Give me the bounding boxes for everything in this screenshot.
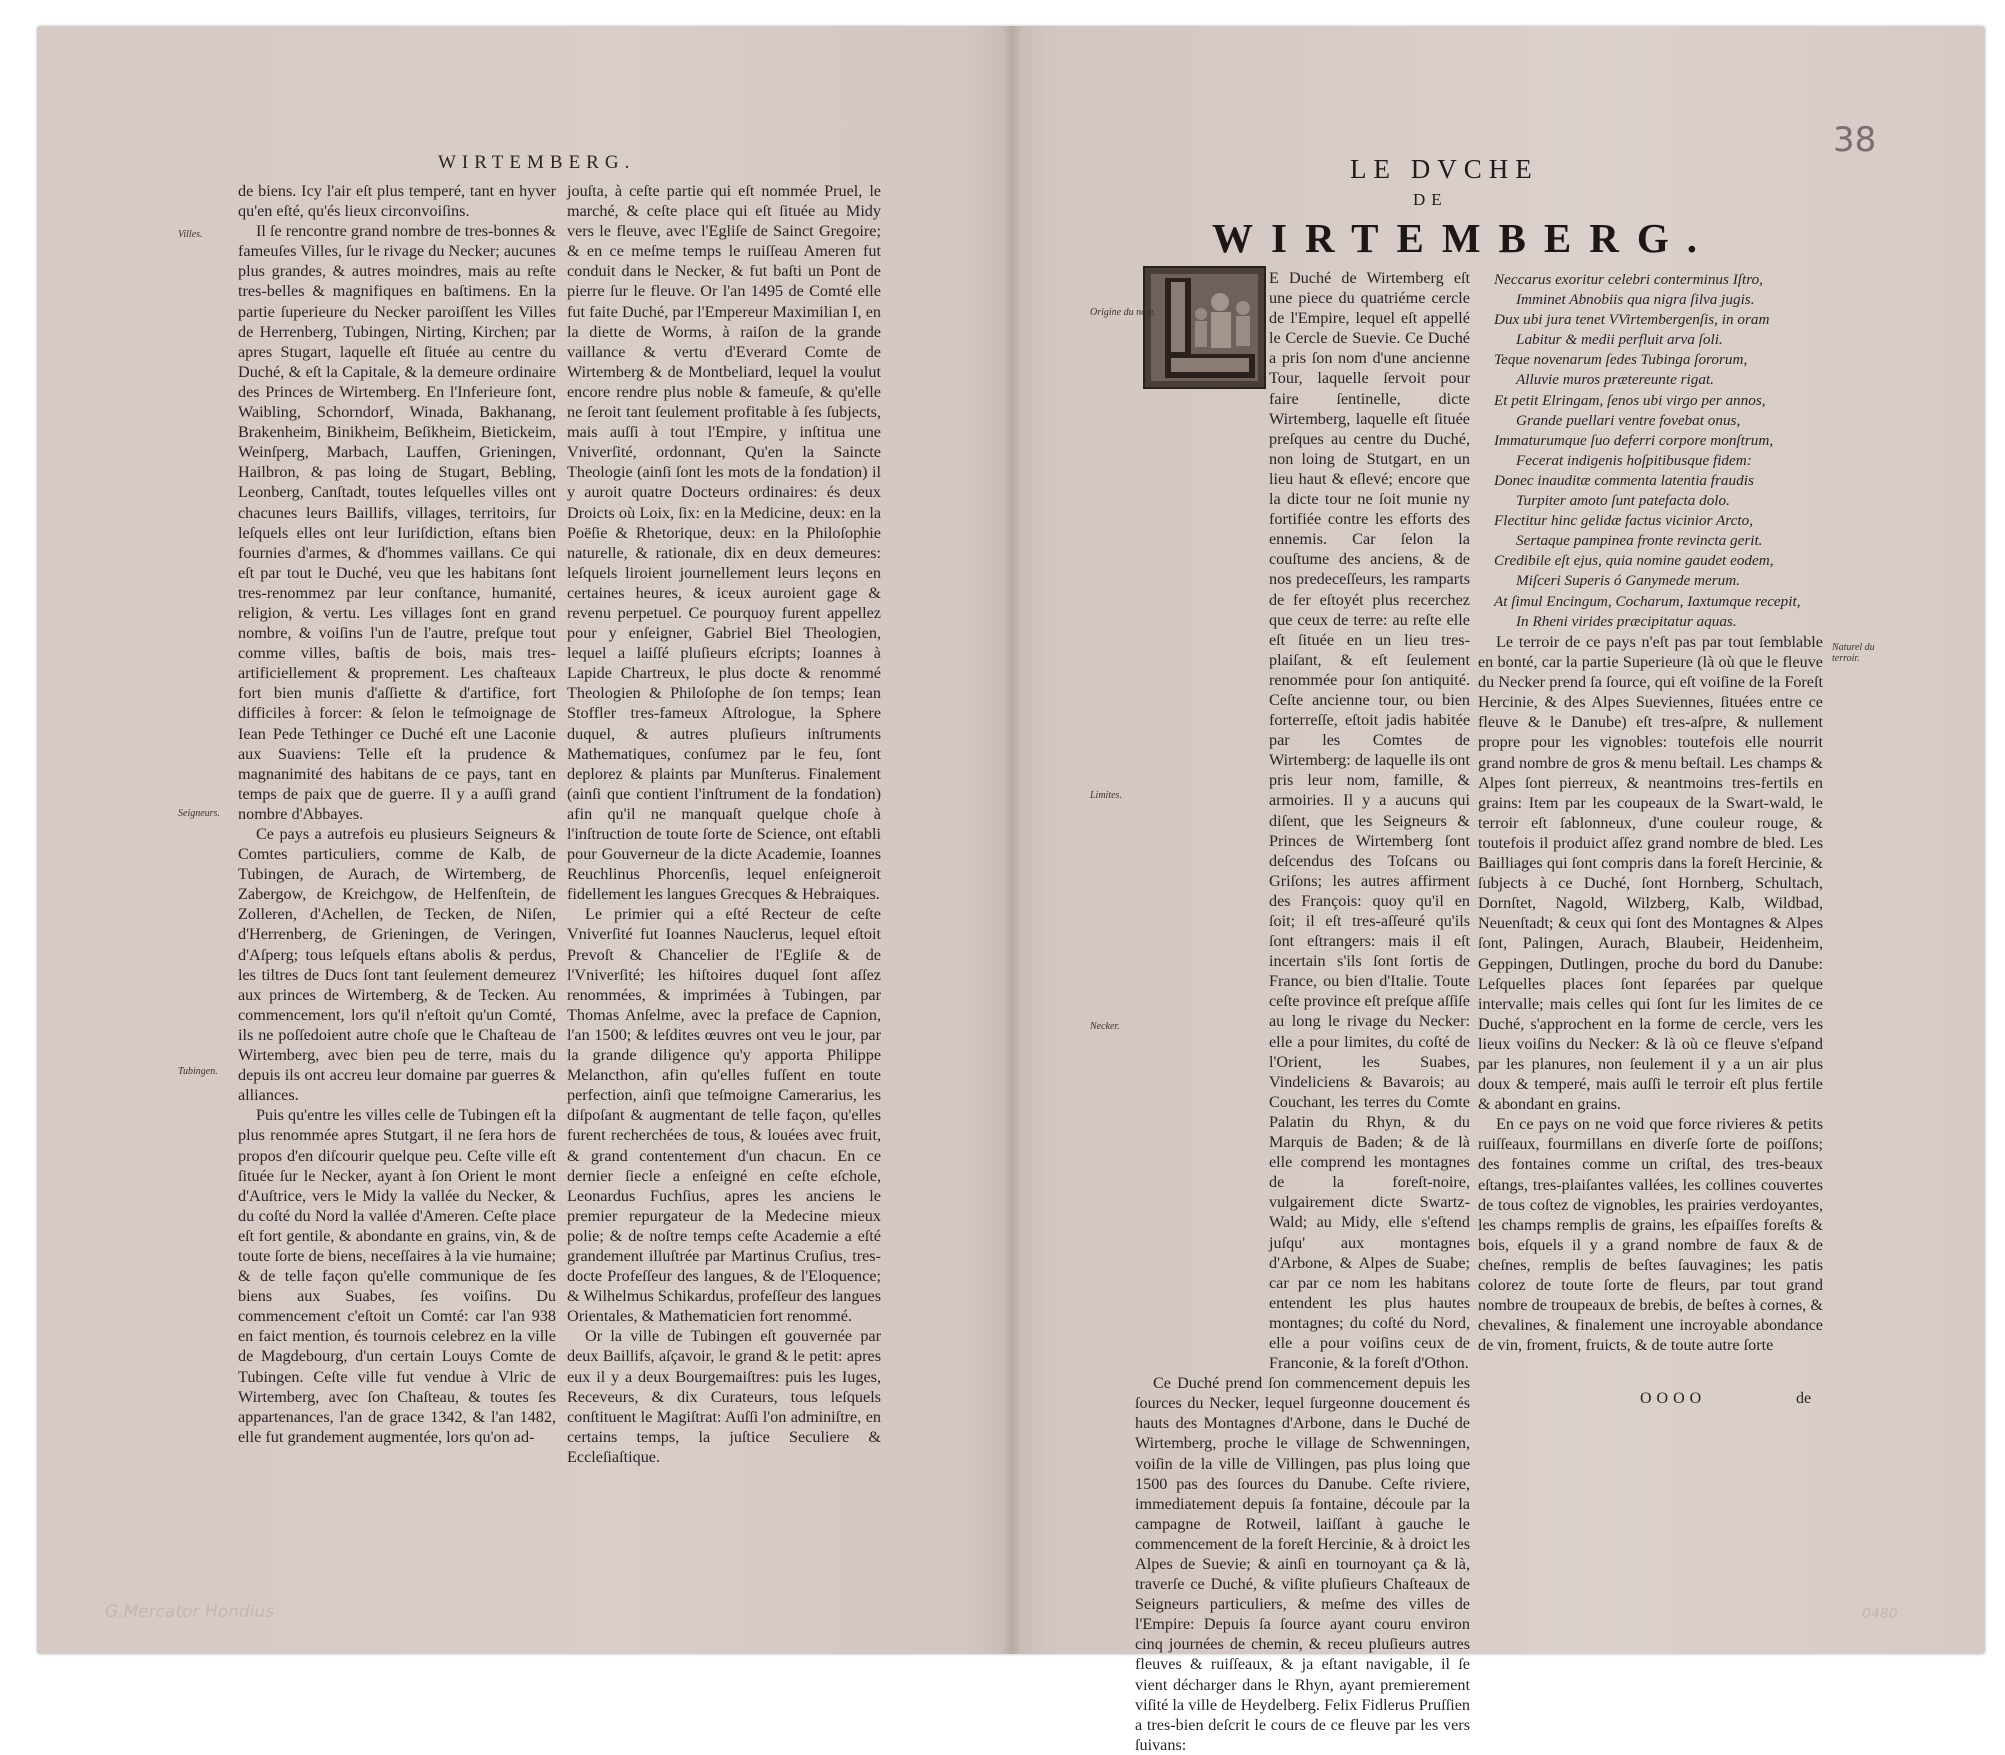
margin-note-limites: Limites. <box>1090 790 1122 801</box>
verse-line: Turpiter amoto ſunt patefacta dolo. <box>1516 492 1730 510</box>
title-line-2: DE <box>1413 190 1448 209</box>
right-page-column-1 <box>1135 268 1470 1755</box>
left-page-column-1 <box>238 181 556 1447</box>
margin-note-villes: Villes. <box>178 229 203 240</box>
paragraph: Puis qu'entre les villes celle de Tubingen eſt la plus renommée apres Stutgart, il ne ſera hors de propos d'en diſcourir quelque peu. Ceſte ville eſt ſituée ſur le Necker, ayant à ſon Orient le mont d'Auſtrice, vers le Midy la vallée du Necker, & du coſté du Nord la vallée d'Ameren. Ceſte place eſt fort gentile, & abondante en grains, vin, & de toute ſorte de biens, neceſſaires à la vie humaine; & de telle façon qu'elle communique de ſes biens aux Suabes, ſes voiſins. Du commencement c'eſtoit un Comté: car l'an 938 en faict mention, és tournois celebrez en la ville de Magdebourg, d'un certain Louys Comte de Tubingen. Ceſte ville fut vendue à Vlric de Wirtemberg, avec ſon Chaſteau, & toutes ſes appartenances, l'an de grace 1342, & l'an 1482, elle fut grandement augmentée, lors qu'on ad- <box>238 1106 556 1446</box>
center-fold <box>1003 26 1021 1654</box>
right-page-column-2 <box>1478 632 1823 1355</box>
verse-line: Flectitur hinc gelidæ factus vicinior Arcto, <box>1494 512 1753 530</box>
title-line-1: LE DVCHE <box>1350 154 1539 184</box>
verse-line: Miſceri Superis ó Ganymede merum. <box>1516 572 1740 590</box>
paragraph: En ce pays on ne void que force rivieres & petits ruiſſeaux, fourmillans en diverſe ſorte de poiſſons; des fontaines comme un criſtal, des tres-beaux eſtangs, tres-plaiſantes vallées, les collines couvertes de tous coſtez de vignobles, les prairies verdoyantes, les champs remplis de grains, les eſpaiſſes foreſts & bois, eſquels il y a grand nombre de faux & de cheſnes, remplis de beſtes ſauvagines; les patis colorez de toute ſorte de fleurs, par tout grand nombre de troupeaux de brebis, de beſtes à cornes, & chevalines, & finalement une incroyable abondance de vin, froment, fruicts, & de toute autre ſorte <box>1478 1115 1823 1355</box>
verse-line: Teque novenarum ſedes Tubinga ſororum, <box>1494 351 1748 369</box>
left-page-column-2 <box>567 181 881 1467</box>
verse-line: Neccarus exoritur celebri conterminus Iſtro, <box>1494 271 1763 288</box>
paragraph: jouſta, à ceſte partie qui eſt nommée Pruel, le marché, & ceſte place qui eſt ſituée au Midy vers le fleuve, avec l'Egliſe de Sainct Gregoire; & en ce meſme temps le ruiſſeau Ameren fut conduit dans le Necker, & fut baſti un Pont de pierre ſur le fleuve. Or l'an 1495 de Comté elle fut faite Duché, par l'Empereur Maximilian I, en la diette de Worms, à raiſon de la grande vaillance & vertu d'Everard Comte de Wirtemberg & de Montbeliard, lequel la voulut encore rendre plus noble & fameuſe, & qu'elle ne ſeroit tant ſeulement profitable à ſes ſubjects, mais auſſi à tout l'Empire, y inſtitua une Vniverſité, ordonnant, Qu'en la Saincte Theologie (ainſi ſont les mots de la fondation) il y auroit quatre Docteurs ordinaires: és deux Droicts où Loix, ſix: en la Medicine, deux: en la Poëſie & Rhetorique, deux: en la Philoſophie naturelle, & rationale, dix en deux demeures: leſquels liroient journellement leurs leçons en certaines heures, & iceux auroient gage & revenu perpetuel. Ce pourquoy furent appellez pour y enſeigner, Gabriel Biel Theologien, lequel a laiſſé pluſieurs eſcripts; Ioannes à Lapide Chartreux, le plus docte & renommé Theologien & Philoſophe de ſon temps; Iean Stoffler tres-fameux Aſtrologue, la Sphere duquel, & autres pluſieurs inſtruments Mathematiques, conſumez par le feu, ſont deplorez & plaints par Munſterus. Finalement (ainſi que contient l'inſtrument de la fondation) afin qu'il ne manquaſt quelque choſe à l'inſtruction de toute ſorte de Science, ont eſtabli pour Gouverneur de la dicte Academie, Ioannes Reuchlinus Phorcenſis, lequel enſeigneroit fidellement les langues Grecques & Hebraiques. <box>567 182 881 904</box>
page-title: WIRTEMBERG. <box>1212 215 1715 261</box>
verse-line: Fecerat indigenis hoſpitibusque fidem: <box>1516 451 1752 469</box>
verse-line: At ſimul Encingum, Cocharum, Iaxtumque recepit, <box>1494 592 1801 610</box>
paragraph: Ce pays a autrefois eu plusieurs Seigneurs & Comtes particuliers, comme de Kalb, de Tubingen, de Aurach, de Wirtemberg, de Zabergow, de Kreichgow, de Helfenſtein, de Zolleren, d'Achellen, de Tecken, de Niſen, d'Herrenberg, de Grieningen, de Veringen, d'Aſperg; tous leſquels eſtans abolis & perdus, les tiltres de Ducs ſont tant ſeulement demeurez aux princes de Wirtemberg, & de Tecken. Au commencement, lors qu'il n'eſtoit qu'un Comté, ils ne poſſedoient autre choſe que le Chaſteau de Wirtemberg, avec bien peu de terre, mais du depuis ils ont accreu leur domaine par guerres & alliances. <box>238 825 556 1105</box>
catchword: de <box>1796 1390 1812 1407</box>
verse-line: Sertaque pampinea fronte revincta gerit. <box>1516 532 1763 550</box>
verse-line: Dux ubi jura tenet VVirtembergenſis, in oram <box>1494 311 1770 329</box>
verse-line: Imminet Abnobiis qua nigra ſilva jugis. <box>1516 291 1755 309</box>
verse-line: Et petit Elringam, ſenos ubi virgo per annos, <box>1494 391 1766 409</box>
running-head: WIRTEMBERG. <box>438 152 636 173</box>
signature-mark: OOOO <box>1640 1390 1707 1407</box>
paragraph: de biens. Icy l'air eſt plus temperé, tant en hyver qu'en eſté, qu'és lieux circonvoiſins. <box>238 182 556 221</box>
paragraph: Le primier qui a eſté Recteur de ceſte Vniverſité fut Ioannes Nauclerus, lequel eſtoit Prevoſt & Chancelier de l'Egliſe & de l'Vniverſité; les hiſtoires duquel ſont aſſez renommées, & imprimées à Tubingen, par Thomas Anſelme, avec la preface de Capnion, l'an 1500; & leſdites œuvres ont veu le jour, par la grande diligence qu'y apporta Philippe Melancthon, afin qu'elles fuſſent en toute perfection, ainſi que teſmoigne Camerarius, les diſpoſant & augmentant de telle façon, qu'elles furent recherchées de tous, & louées avec fruit, & grand contentement d'un chacun. En ce dernier ſiecle a enſeigné en ceſte eſchole, Leonardus Fuchſius, apres les anciens le premier repurgateur de la Medecine mieux polie; & de noſtre temps ceſte Academie a eſté grandement illuſtrée par Martinus Cruſius, tres-docte Profeſſeur des langues, & de l'Eloquence; & Wilhelmus Schikardus, profeſſeur des langues Orientales, & Mathematicien fort renommé. <box>567 905 881 1326</box>
paragraph: Ce Duché prend ſon commencement depuis les ſources du Necker, lequel ſurgeonne doucement és hauts des Montagnes d'Arbone, dans le Duché de Wirtemberg, proche le village de Schwenningen, voiſin de la ville de Villingen, pas plus loing que 1500 pas des ſources du Danube. Ceſte riviere, immediatement depuis ſa fontaine, découle par la campagne de Rotweil, laiſſant à gauche le commencement de la foreſt Hercinie, & à droict les Alpes de Suevie; & ainſi en tournoyant ça & là, traverſe ce Duché, & viſite pluſieurs Chaſteaux de Seigneurs particuliers, & meſme des villes de l'Empire: Depuis ſa ſource ayant couru environ cinq journées de chemin, & receu pluſieurs autres fleuves & ruiſſeaux, & ja eſtant navigable, il ſe vient décharger dans le Rhyn, ayant premierement viſité la ville de Heydelberg. Felix Fidlerus Pruſſien a tres-bien deſcrit le cours de ce fleuve par les vers ſuivans: <box>1135 1374 1470 1754</box>
verse-line: Grande puellari ventre fovebat onus, <box>1516 411 1741 429</box>
verse-line: Credibile eſt ejus, quia nomine gaudet eodem, <box>1494 552 1774 570</box>
verse-line: In Rheni virides præcipitatur aquas. <box>1516 612 1737 630</box>
pencil-stock-number: 0480 <box>1862 1606 1898 1622</box>
verse-line: Donec inauditæ commenta latentia fraudis <box>1494 471 1754 489</box>
paragraph: Il ſe rencontre grand nombre de tres-bonnes & fameuſes Villes, ſur le rivage du Necker; aucunes plus grandes, & autres moindres, mais au reſte tres-belles & magnifiques en baſtimens. En la partie ſuperieure du Necker paroiſſent les Villes de Herrenberg, Tubingen, Nirting, Kirchen; par apres Stugart, laquelle eſt ſituée au centre du Duché, & eſt la Capitale, & la demeure ordinaire des Princes de Wirtemberg. En l'Inferieure ſont, Waibling, Schorndorf, Winada, Bakhanang, Brakenheim, Binikheim, Beſikheim, Bietickeim, Weinſperg, Marbach, Lauffen, Grieningen, Hailbron, & pas loing de Stugart, Bebling, Leonberg, Canſtadt, toutes leſquelles villes ont chacunes leurs Baillifs, villages, territoirs, ſur leſquels elles ont leur Iuriſdiction, eſtans bien fournies d'armes, & d'hommes vaillans. Ce qui eſt par tout le Duché, veu que les habitans ſont tres-renommez par leur conſtance, humanité, religion, & vertu. Les villages ſont en grand nombre, & voiſins l'un de l'autre, preſque tout comme villes, baſtis de bois, mais tres-artificiellement & proprement. Les chaſteaux fort bien munis d'aſſiette & d'artifice, fort difficiles à forcer: & ſelon le teſmoignage de Iean Pede Tethinger ce Duché eſt une Laconie aux Suaviens: Telle eſt la prudence & magnanimité des habitans de ce pays, tant en temps de paix que de guerre. Il y a auſſi grand nombre d'Abbayes. <box>238 222 556 823</box>
margin-note-necker: Necker. <box>1090 1021 1120 1032</box>
paragraph: Or la ville de Tubingen eſt gouvernée par deux Baillifs, aſçavoir, le grand & le petit: apres eux il y a deux Bourgemaiſtres: puis les Iuges, Receveurs, & dix Curateurs, tous leſquels conſtituent le Magiſtrat: Auſſi l'on adminiſtre, en certains temps, la juſtice Seculiere & Eccleſiaſtique. <box>567 1327 881 1466</box>
margin-note-naturel: Naturel du terroir. <box>1832 642 1875 664</box>
verse-line: Alluvie muros prætereunte rigat. <box>1516 371 1714 389</box>
page-number: 38 <box>1833 120 1877 160</box>
paragraph: Le terroir de ce pays n'eſt pas par tout ſemblable en bonté, car la partie Superieure (là où que le fleuve du Necker prend ſa ſource, qui eſt voiſine de la Foreſt Hercinie, & des Alpes Sueviennes, ſituées entre ce fleuve & le Danube) eſt tres-aſpre, & nullement propre pour les vignobles: toutefois elle nourrit grand nombre de gros & menu beſtail. Les champs & Alpes ſont pierreux, & neantmoins tres-fertils en grains: Item par les coupeaux de la Swart-wald, le terroir eſt ſablonneux, d'une couleur rouge, & toutefois il produict aſſez grand nombre de bled. Les Bailliages qui ſont compris dans la foreſt Hercinie, & ſubjects à ce Duché, ſont Hornberg, Schultach, Dornſtet, Nagold, Wilzberg, Kalb, Wildbad, Neuenſtadt; & ceux qui ſont des Montagnes & Alpes ſont, Palingen, Aurach, Blaubeir, Heidenheim, Geppingen, Dutlingen, proche du bord du Danube: Leſquelles places ſont ſeparées par quelque intervalle; mais celles qui ſont ſur les limites de ce Duché, s'approchent en la forme de cercle, vers les lieux voiſins du Necker: & là où ce fleuve s'eſpand par les planures, non ſeulement il y a un air plus doux & temperé, mais auſſi le terroir eſt plus fertile & abondant en grains. <box>1478 633 1823 1114</box>
margin-note-origine: Origine du nom. <box>1090 307 1156 318</box>
margin-note-tubingen: Tubingen. <box>178 1066 218 1077</box>
verse-line: Immaturumque ſuo deferri corpore monſtrum, <box>1494 431 1774 449</box>
pencil-inscription: G.Mercator Hondius <box>105 1602 275 1622</box>
paragraph: E Duché de Wirtemberg eſt une piece du quatriéme cercle de l'Empire, lequel eſt appellé le Cercle de Suevie. Ce Duché a pris ſon nom d'une ancienne Tour, laquelle ſervoit pour faire ſentinelle, dicte Wirtemberg, laquelle eſt ſituée preſques au centre du Duché, non loing de Stutgart, en un lieu haut & eſlevé; encore que la dicte tour ne ſoit munie ny fortifiée contre les efforts des ennemis. Car ſelon la couſtume des anciens, & de nos predeceſſeurs, les ramparts de fer eſtoyét plus recerchez que ceux de terre: au reſte elle eſt ſituée en un lieu tres-plaiſant, & eſt ſeulement renommée pour ſon antiquité. Ceſte ancienne tour, ou bien forterreſſe, eſtoit jadis habitée par les Comtes de Wirtemberg: de laquelle ils ont pris leur nom, famille, & armoiries. Il y a aucuns qui diſent, que les Seigneurs & Princes de Wirtemberg ſont deſcendus des Toſcans ou Griſons; les autres affirment des François: quoy qu'il en ſoit; il eſt tres-aſſeuré qu'ils ſont eſtrangers: mais il eſt incertain s'ils ſont ſortis de France, ou bien d'Italie. Toute ceſte province eſt preſque aſſiſe au long le rivage du Necker: elle a pour limites, du coſté de l'Orient, les Suabes, Vindeliciens & Bavarois; au Couchant, les terres du Comte Palatin du Rhyn, & du Marquis de Baden; & de là elle comprend les montagnes de la foreſt-noire, vulgairement dicte Swartz-Wald; au Midy, elle s'eſtend juſqu' aux montagnes d'Arbone, & Alpes de Suabe; car par ce nom les habitans entendent les plus hautes montagnes; du coſté du Nord, elle a pour voiſins ceux de Franconie, & la foreſt d'Othon. <box>1269 269 1470 1373</box>
margin-note-seigneurs: Seigneurs. <box>178 808 220 819</box>
latin-verse <box>1494 270 1829 632</box>
verse-line: Labitur & medii perfluit arva ſoli. <box>1516 331 1723 349</box>
